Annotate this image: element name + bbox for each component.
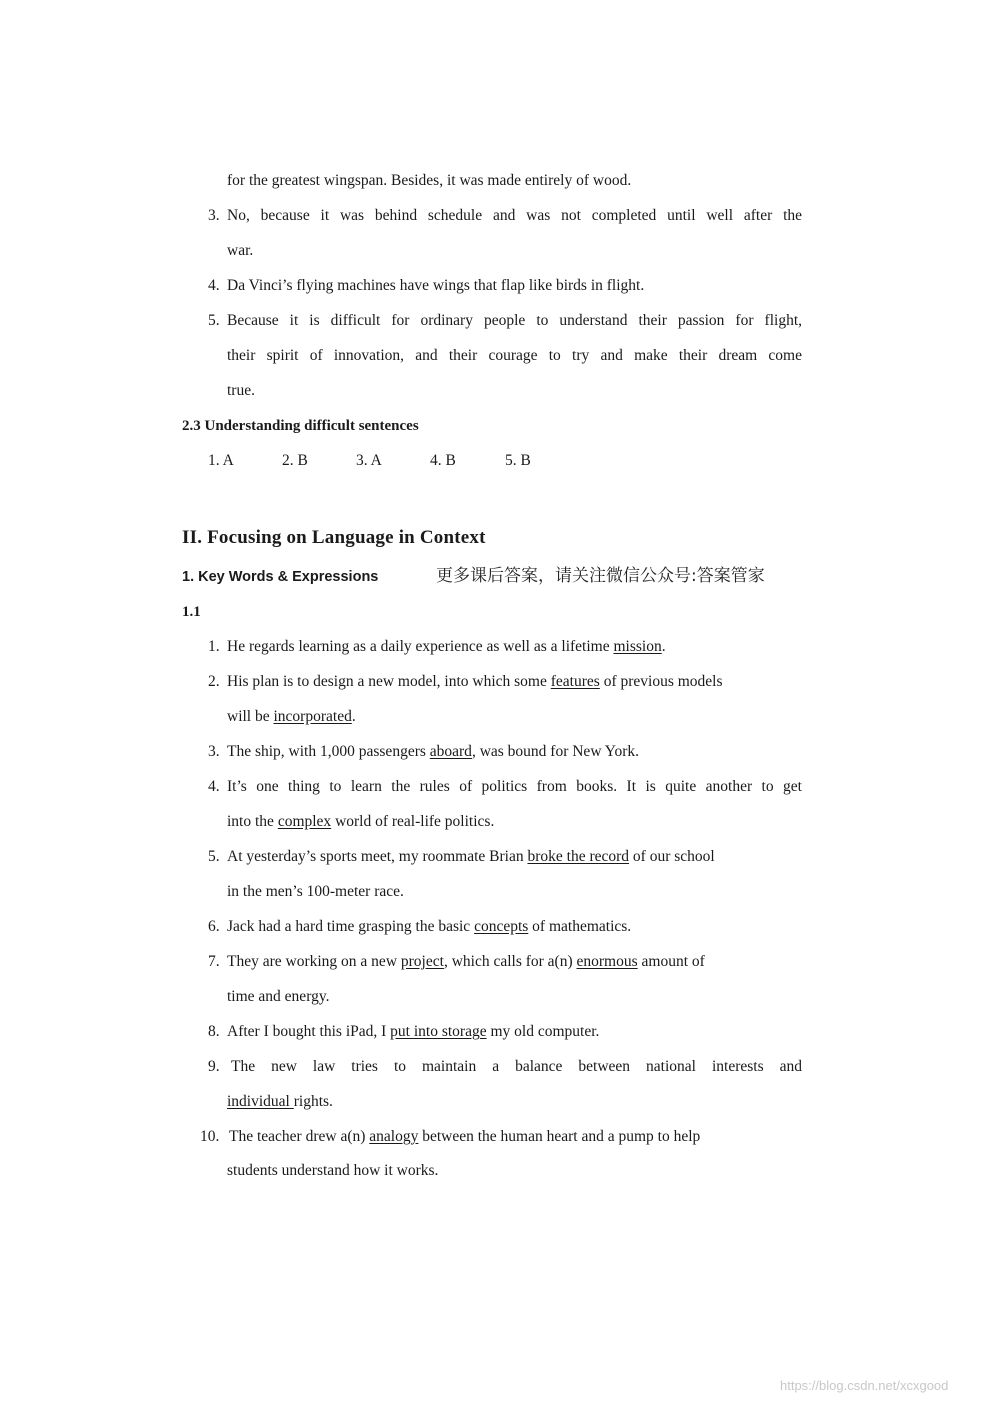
item-7-line-1: They are working on a new project, which calls for a(n) enormous amount of xyxy=(227,953,705,970)
item-6-text: Jack had a hard time grasping the basic concepts of mathematics. xyxy=(227,918,632,935)
answer-word: mission xyxy=(613,638,662,655)
answer-word: analogy xyxy=(369,1128,419,1145)
promo-text: 更多课后答案，请关注微信公众号:答案管家 xyxy=(436,566,765,586)
item-8-text: After I bought this iPad, I put into storage my old computer. xyxy=(227,1023,600,1040)
answer-word: features xyxy=(550,673,600,690)
answer-5-line-3: true. xyxy=(227,382,255,399)
answer-4-number: 4. xyxy=(208,277,220,294)
answer-4-text: Da Vinci’s flying machines have wings that flap like birds in flight. xyxy=(227,277,645,294)
answer-3-line-1: No, because it was behind schedule and was not completed until well after the xyxy=(227,207,802,224)
item-2-line-2: will be incorporated. xyxy=(227,708,356,725)
answer-word: put into storage xyxy=(390,1023,487,1040)
section-ii-title: II. Focusing on Language in Context xyxy=(182,527,486,548)
answer-3-line-2: war. xyxy=(227,242,254,259)
answer-word: aboard xyxy=(429,743,472,760)
answer-3-number: 3. xyxy=(208,207,220,224)
item-8-number: 8. xyxy=(208,1023,220,1040)
answer-option: 3. A xyxy=(356,452,382,469)
answer-word: broke the record xyxy=(527,848,630,865)
item-7-line-2: time and energy. xyxy=(227,988,330,1005)
answer-2-continuation: for the greatest wingspan. Besides, it was made entirely of wood. xyxy=(227,172,632,189)
item-9-number: 9. xyxy=(208,1058,220,1075)
key-words-title: 1. Key Words & Expressions xyxy=(182,569,379,585)
item-2-number: 2. xyxy=(208,673,220,690)
answer-5-line-2: their spirit of innovation, and their courage to try and make their dream come xyxy=(227,347,802,364)
item-10-number: 10. xyxy=(200,1128,220,1145)
item-3-text: The ship, with 1,000 passengers aboard, was bound for New York. xyxy=(227,743,639,760)
item-1-number: 1. xyxy=(208,638,220,655)
item-10-line-1: The teacher drew a(n) analogy between the human heart and a pump to help xyxy=(229,1128,701,1145)
answer-word: individual xyxy=(227,1093,294,1110)
item-4-line-2: into the complex world of real-life politics. xyxy=(227,813,495,830)
item-6-number: 6. xyxy=(208,918,220,935)
answer-option: 4. B xyxy=(430,452,456,469)
item-5-line-2: in the men’s 100-meter race. xyxy=(227,883,404,900)
answer-word: project xyxy=(400,953,444,970)
answer-5-number: 5. xyxy=(208,312,220,329)
item-9-line-1: The new law tries to maintain a balance between national interests and xyxy=(231,1058,802,1075)
answer-5-line-1: Because it is difficult for ordinary people to understand their passion for flight, xyxy=(227,312,802,329)
item-1-text: He regards learning as a daily experience as well as a lifetime mission. xyxy=(227,638,666,655)
answer-word: incorporated xyxy=(273,708,352,725)
section-2-3-answers xyxy=(208,451,608,471)
item-2-line-1: His plan is to design a new model, into which some features of previous models xyxy=(227,673,723,690)
answer-word: concepts xyxy=(474,918,529,935)
item-4-number: 4. xyxy=(208,778,220,795)
answer-option: 5. B xyxy=(505,452,531,469)
answer-option: 1. A xyxy=(208,452,234,469)
answer-word: enormous xyxy=(576,953,638,970)
item-5-line-1: At yesterday’s sports meet, my roommate Brian broke the record of our school xyxy=(227,848,715,865)
section-2-3-title: 2.3 Understanding difficult sentences xyxy=(182,418,419,434)
item-10-line-2: students understand how it works. xyxy=(227,1162,439,1179)
item-7-number: 7. xyxy=(208,953,220,970)
item-3-number: 3. xyxy=(208,743,220,760)
answer-word: complex xyxy=(277,813,332,830)
watermark: https://blog.csdn.net/xcxgood xyxy=(780,1378,949,1393)
item-4-line-1: It’s one thing to learn the rules of politics from books. It is quite another to get xyxy=(227,778,802,795)
item-9-line-2: individual rights. xyxy=(227,1093,333,1110)
subsection-1-1: 1.1 xyxy=(182,604,201,620)
answer-option: 2. B xyxy=(282,452,308,469)
item-5-number: 5. xyxy=(208,848,220,865)
